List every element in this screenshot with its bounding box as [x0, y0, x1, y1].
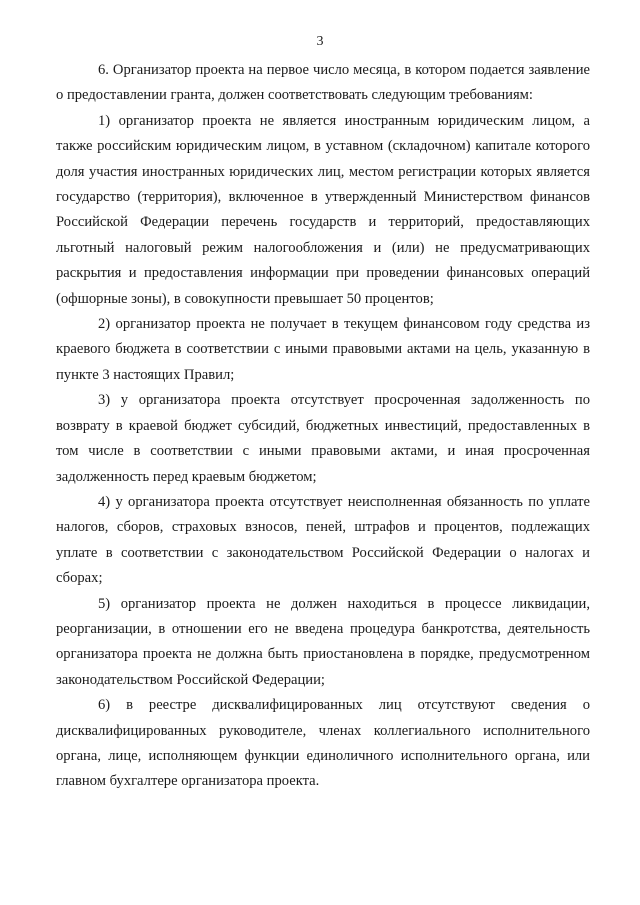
paragraph-requirement-1: 1) организатор проекта не является иностранным юридическим лицом, а также российским юридическим лицом, в уставном (складочном) капитале которого доля участия иностранных юридических лиц, местом регистрации которых является государство (территория), включенное в утвержденный Министерством финансов Российской Федерации перечень государств и территорий, предоставляющих льготный налоговый режим налогообложения и (или) не предусматривающих раскрытия и предоставления информации при проведении финансовых операций (офшорные зоны), в совокупности превышает 50 процентов; [56, 112, 590, 307]
paragraph-requirement-3: 3) у организатора проекта отсутствует просроченная задолженность по возврату в краевой бюджет субсидий, бюджетных инвестиций, предоставленных в том числе в соответствии с иными правовыми актами, и иная просроченная задолженность перед краевым бюджетом; [56, 392, 590, 485]
paragraph-requirement-5: 5) организатор проекта не должен находиться в процессе ликвидации, реорганизации, в отношении его не введена процедура банкротства, деятельность организатора проекта не должна быть приостановлена в порядке, предусмотренном законодательством Российской Федерации; [56, 595, 590, 688]
paragraph-requirement-2: 2) организатор проекта не получает в текущем финансовом году средства из краевого бюджета в соответствии с иными правовыми актами на цель, указанную в пункте 3 настоящих Правил; [56, 316, 590, 383]
page-number: 3 [316, 34, 324, 49]
paragraph-requirement-6: 6) в реестре дисквалифицированных лиц отсутствуют сведения о дисквалифицированных руководителе, членах коллегиального исполнительного органа, лице, исполняющем функции единоличного исполнительного органа, или главном бухгалтере организатора проекта. [56, 697, 590, 790]
paragraph-requirement-4: 4) у организатора проекта отсутствует неисполненная обязанность по уплате налогов, сборов, страховых взносов, пеней, штрафов и процентов, подлежащих уплате в соответствии с законодательством Российской Федерации о налогах и сборах; [56, 493, 590, 587]
document-body [56, 58, 590, 795]
paragraph-requirements-intro: 6. Организатор проекта на первое число месяца, в котором подается заявление о предоставлении гранта, должен соответствовать следующим требованиям: [56, 62, 590, 104]
